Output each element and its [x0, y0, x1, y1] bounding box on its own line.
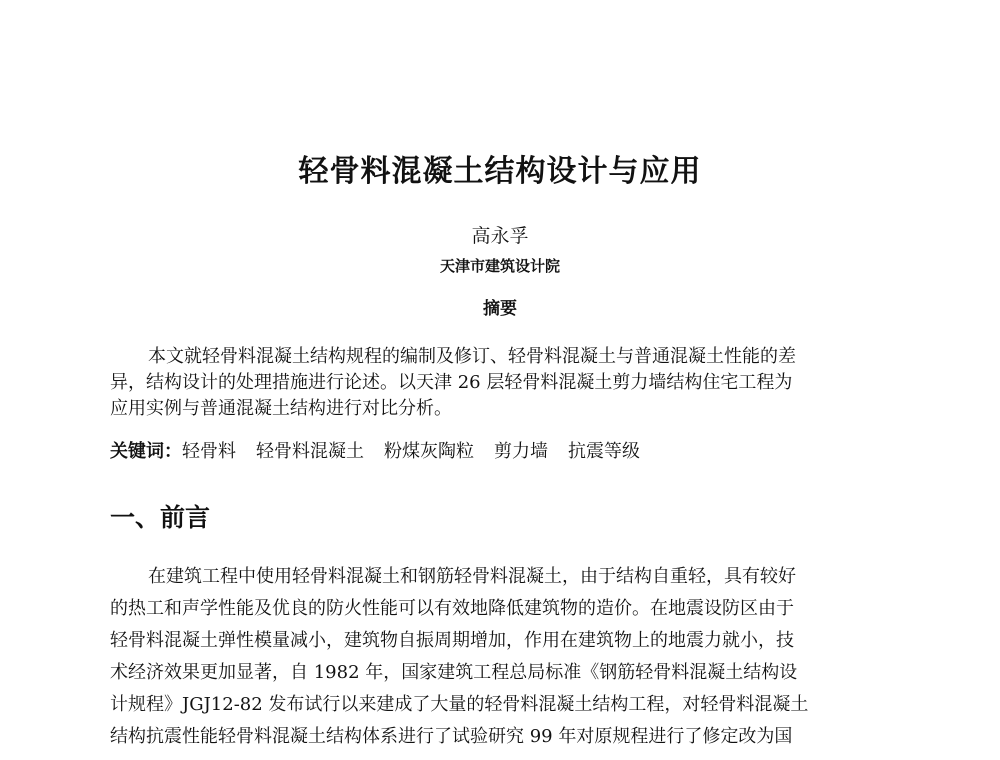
- author-affiliation: 天津市建筑设计院: [439, 257, 560, 275]
- keyword-item: 剪力墙: [494, 441, 548, 462]
- keywords-line: [110, 440, 660, 464]
- body-text-line: 的热工和声学性能及优良的防火性能可以有效地降低建筑物的造价。在地震设防区由于: [110, 598, 794, 619]
- keyword-item: 轻骨料: [182, 441, 236, 462]
- abstract-line: 异，结构设计的处理措施进行论述。以天津 26 层轻骨料混凝土剪力墙结构住宅工程为: [110, 372, 793, 393]
- abstract-line: 应用实例与普通混凝土结构进行对比分析。: [110, 398, 452, 419]
- keyword-item: 轻骨料混凝土: [256, 441, 364, 462]
- keywords-label: 关键词：: [110, 441, 182, 462]
- keyword-item: 粉煤灰陶粒: [384, 441, 474, 462]
- section-heading: 一、前言: [110, 503, 211, 532]
- author-name: 高永孚: [471, 225, 529, 247]
- body-text-line: 术经济效果更加显著，自 1982 年，国家建筑工程总局标准《钢筋轻骨料混凝土结构设: [110, 662, 798, 683]
- body-text-line: 计规程》JGJ12-82 发布试行以来建成了大量的轻骨料混凝土结构工程，对轻骨料混凝土: [110, 694, 809, 715]
- abstract-line: 本文就轻骨料混凝土结构规程的编制及修订、轻骨料混凝土与普通混凝土性能的差: [148, 346, 796, 367]
- body-text-line: 在建筑工程中使用轻骨料混凝土和钢筋轻骨料混凝土，由于结构自重轻，具有较好: [148, 566, 796, 587]
- abstract-heading: 摘要: [483, 299, 517, 319]
- keyword-item: 抗震等级: [568, 441, 640, 462]
- body-text-line: 轻骨料混凝土弹性模量减小，建筑物自振周期增加，作用在建筑物上的地震力就小，技: [110, 630, 794, 651]
- paper-title: 轻骨料混凝土结构设计与应用: [298, 154, 702, 189]
- body-text-line: 结构抗震性能轻骨料混凝土结构体系进行了试验研究 99 年对原规程进行了修定改为国: [110, 726, 793, 747]
